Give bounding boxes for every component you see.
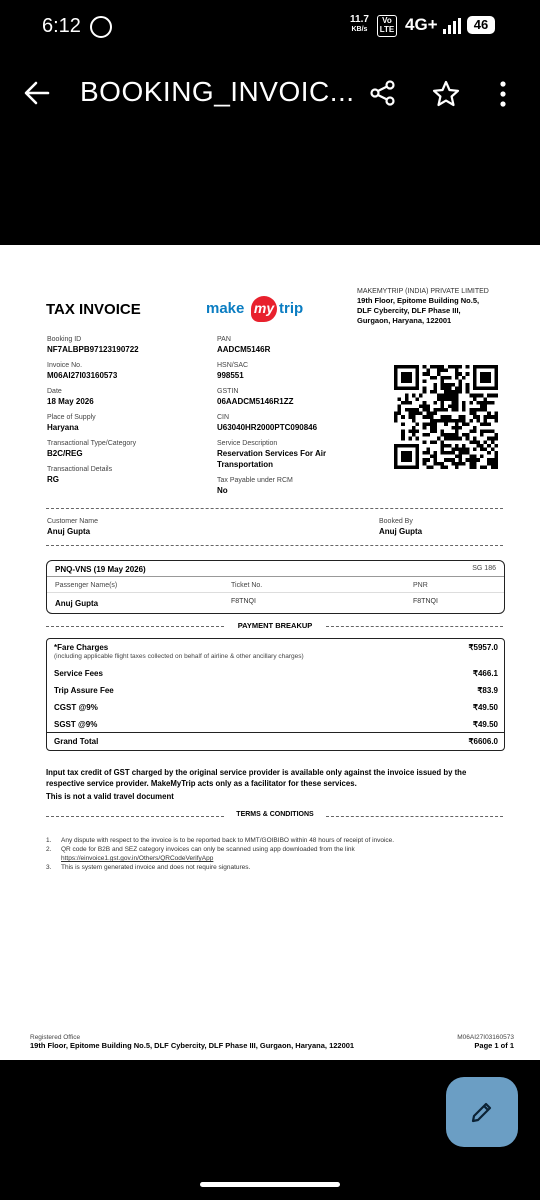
flight-number: SG 186 [472,565,496,572]
customer-name-value: Anuj Gupta [47,527,91,536]
fare-charges-note: (including applicable flight taxes collected on behalf of airline & other ancillary charges) [54,653,304,660]
term-number: 1. [46,837,52,844]
volte-icon [377,15,397,37]
status-bar [0,0,540,56]
cin-label: CIN [217,414,230,421]
logo-make: make [206,300,245,317]
document-title: BOOKING_INVOIC... [80,76,355,107]
pencil-icon [469,1099,495,1125]
pan-label: PAN [217,336,231,343]
booked-by-value: Anuj Gupta [379,527,423,536]
passenger-name: Anuj Gupta [55,599,99,608]
invoice-no-label: Invoice No. [47,362,83,369]
term-number: 2. [46,846,52,853]
not-valid-note: This is not a valid travel document [46,792,174,801]
grand-total-divider [47,732,504,733]
status-time: 6:12 [42,15,81,37]
volte-bottom: LTE [379,25,395,34]
term-text: QR code for B2B and SEZ category invoices can only be scanned using app downloaded from the link [61,846,355,853]
cgst-row [54,703,498,712]
service-description-value-line2: Transportation [217,460,274,469]
term-link-line [46,855,476,864]
registered-office-address: 19th Floor, Epitome Building No.5, DLF Cybercity, DLF Phase III, Gurgaon, Haryana, 122001 [30,1041,355,1050]
hsn-sac-value: 998551 [217,371,244,380]
divider [326,816,503,817]
pan-field [217,335,270,355]
grand-total-value: ₹6606.0 [468,737,498,746]
invoice-page[interactable] [0,245,540,1060]
service-description-value-line1: Reservation Services For Air [217,449,327,458]
service-fees-row [54,669,498,678]
itc-note-line1: Input tax credit of GST charged by the original service provider is available only against the invoice issued by the [46,768,467,777]
qr-code [394,365,498,469]
net-speed [350,15,369,35]
fare-charges-value: ₹5957.0 [468,643,498,652]
network-type: 4G+ [405,15,438,34]
payment-breakup-title: PAYMENT BREAKUP [237,621,313,630]
cgst-value: ₹49.50 [472,703,498,712]
footer-right [457,1034,514,1050]
edit-button[interactable] [446,1077,518,1147]
transactional-details-field [47,465,112,485]
place-of-supply-field [47,413,96,433]
service-fees-value: ₹466.1 [472,669,498,678]
invoice-no-field [47,361,117,381]
cin-value: U63040HR2000PTC090846 [217,423,318,432]
transactional-type-value: B2C/REG [47,449,83,458]
grand-total-row [54,737,498,746]
company-name: MAKEMYTRIP (INDIA) PRIVATE LIMITED [357,288,489,295]
hsn-sac-field [217,361,248,381]
trip-assure-fee-row [54,686,498,695]
service-description-field [217,439,326,470]
star-icon[interactable] [432,80,460,108]
payment-breakup-box [46,638,505,751]
booking-id-value: NF7ALBPB97123190722 [47,345,139,354]
transactional-type-field [47,439,136,459]
term-text: Any dispute with respect to the invoice is to be reported back to MMT/GOIBIBO within 48 hours of receipt of invoice. [61,837,395,844]
pnr-number: F8TNQI [413,598,438,605]
grand-total-label: Grand Total [54,737,99,746]
footer-invoice-ref: M06AI27I03160573 [457,1034,514,1041]
tax-rcm-field [217,476,293,496]
passenger-column-label: Passenger Name(s) [55,582,118,589]
booking-id-label: Booking ID [47,336,82,343]
hsn-sac-label: HSN/SAC [217,362,249,369]
date-value: 18 May 2026 [47,397,94,406]
booked-by-label: Booked By [379,518,413,525]
invoice-heading: TAX INVOICE [46,301,141,318]
divider [46,545,503,546]
cin-field [217,413,317,433]
term-item [46,846,476,855]
transactional-type-label: Transactional Type/Category [47,440,137,447]
customer-name-label: Customer Name [47,518,98,525]
more-options-icon[interactable] [498,80,508,108]
company-address [357,287,489,326]
place-of-supply-value: Haryana [47,423,79,432]
term-item [46,837,476,846]
cgst-label: CGST @9% [54,703,98,712]
transactional-details-label: Transactional Details [47,466,113,473]
signal-icon [443,18,465,34]
net-speed-unit: KB/s [351,26,368,33]
registered-office-label: Registered Office [30,1034,81,1041]
divider [326,626,503,627]
customer-name-field [47,517,98,537]
transactional-details-value: RG [47,475,59,484]
service-fees-label: Service Fees [54,669,103,678]
net-speed-value: 11.7 [350,14,369,25]
tax-rcm-label: Tax Payable under RCM [217,477,293,484]
term-number: 3. [46,864,52,871]
ticket-number: F8TNQI [231,598,256,605]
gesture-nav-bar[interactable] [200,1182,340,1187]
term-item [46,864,476,873]
tax-rcm-value: No [217,486,228,495]
fare-charges-row [54,643,498,652]
sgst-value: ₹49.50 [472,720,498,729]
flight-box-divider [47,576,504,577]
itc-note [46,767,506,789]
company-address-line2: DLF Cybercity, DLF Phase III, [357,306,461,315]
date-field [47,387,94,407]
logo-trip: trip [279,300,304,317]
einvoice-link[interactable]: https://einvoice1.gst.gov.in/Others/QRCodeVerifyApp [61,855,214,862]
divider [46,508,503,509]
divider [46,816,224,817]
pan-value: AADCM5146R [217,345,271,354]
ticket-column-label: Ticket No. [231,582,263,589]
whatsapp-icon [90,16,112,38]
share-icon[interactable] [370,80,396,106]
fare-charges-label: *Fare Charges [54,643,109,652]
flight-details-box [46,560,505,614]
app-bar [0,56,540,130]
company-address-line1: 19th Floor, Epitome Building No.5, [357,296,480,305]
divider [46,626,224,627]
back-arrow-icon[interactable] [24,80,50,106]
page-indicator: Page 1 of 1 [474,1041,514,1050]
flight-route: PNQ-VNS (19 May 2026) [55,565,146,574]
trip-assure-fee-value: ₹83.9 [477,686,498,695]
pnr-column-label: PNR [413,582,428,589]
flight-header-divider [47,592,504,593]
makemytrip-logo [206,298,304,322]
volte-top: Vo [382,16,392,25]
sgst-row [54,720,498,729]
gstin-value: 06AADCM5146R1ZZ [217,397,294,406]
invoice-no-value: M06AI27I03160573 [47,371,118,380]
logo-my: my [251,296,277,322]
footer-left [30,1034,354,1050]
service-description-label: Service Description [217,440,278,447]
terms-title: TERMS & CONDITIONS [236,811,314,818]
sgst-label: SGST @9% [54,720,98,729]
battery-icon: 46 [467,16,495,34]
gstin-field [217,387,293,407]
date-label: Date [47,388,62,395]
company-address-line3: Gurgaon, Haryana, 122001 [357,316,452,325]
booked-by-field [379,517,422,537]
terms-list [46,837,476,873]
gstin-label: GSTIN [217,388,239,395]
place-of-supply-label: Place of Supply [47,414,96,421]
term-text: This is system generated invoice and does not require signatures. [61,864,251,871]
trip-assure-fee-label: Trip Assure Fee [54,686,114,695]
booking-id-field [47,335,139,355]
itc-note-line2: respective service provider. MakeMyTrip acts only as a facilitator for these services. [46,779,357,788]
